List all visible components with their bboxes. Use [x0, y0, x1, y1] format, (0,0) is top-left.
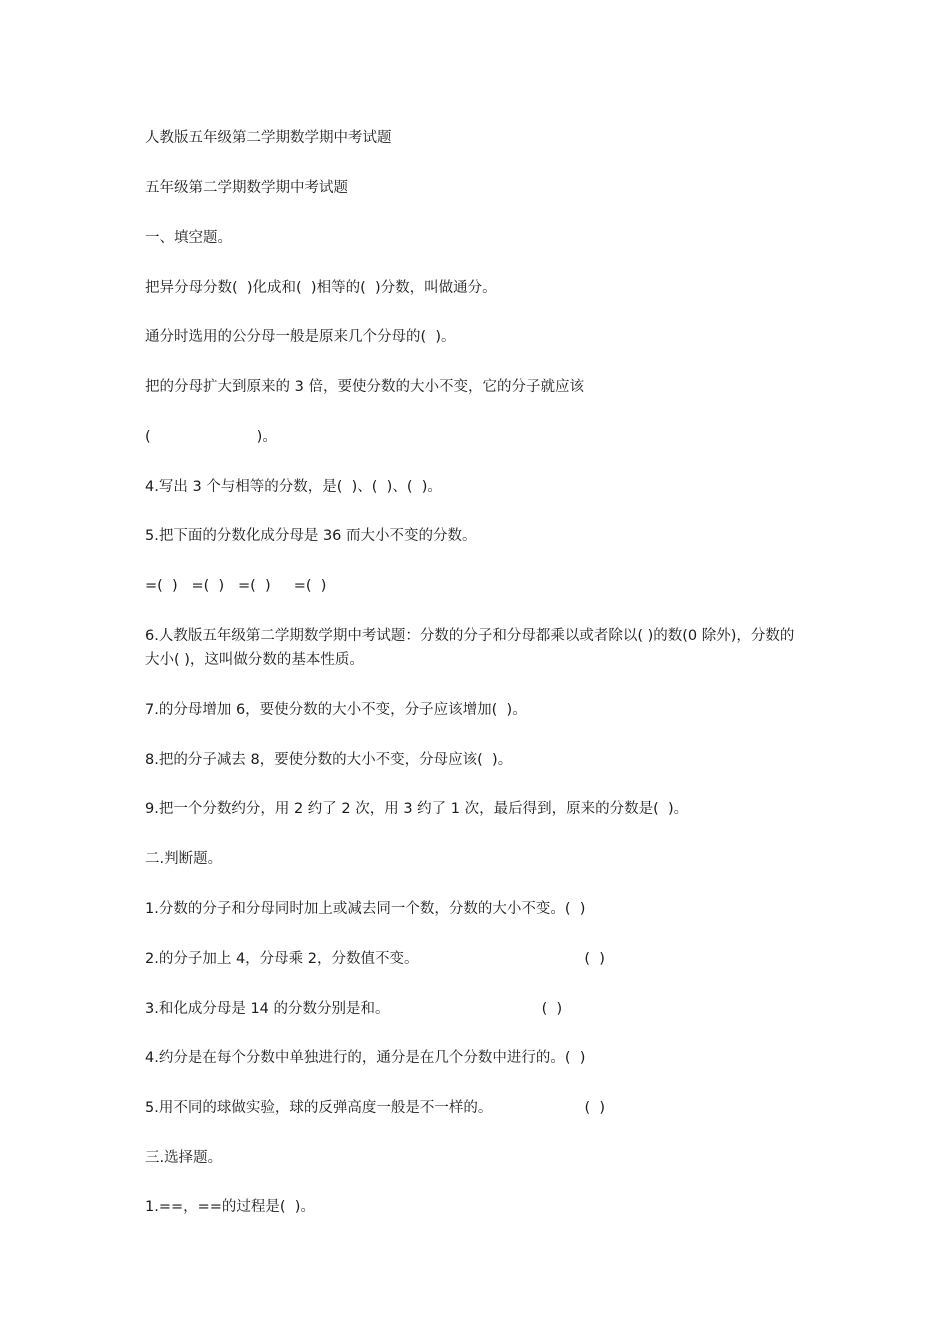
question-line: 5.用不同的球做实验，球的反弹高度一般是不一样的。 ( )	[145, 1100, 606, 1116]
doc-subtitle: 五年级第二学期数学期中考试题	[145, 180, 348, 196]
question-line: 4.约分是在每个分数中单独进行的，通分是在几个分数中进行的。( )	[145, 1050, 586, 1066]
question-line: 6.人教版五年级第二学期数学期中考试题：分数的分子和分母都乘以或者除以( )的数(0 除外)，分数的大小( )，这叫做分数的基本性质。	[145, 628, 795, 668]
question-line: 把异分母分数( )化成和( )相等的( )分数，叫做通分。	[145, 280, 497, 296]
question-line: 1.==，==的过程是( )。	[145, 1199, 315, 1215]
question-line: 2.的分子加上 4，分母乘 2，分数值不变。 ( )	[145, 951, 605, 967]
question-line: 把的分母扩大到原来的 3 倍，要使分数的大小不变，它的分子就应该	[145, 379, 584, 395]
question-line: 9.把一个分数约分，用 2 约了 2 次，用 3 约了 1 次，最后得到，原来的分数是( )。	[145, 801, 689, 817]
section-heading-multiple-choice: 三.选择题。	[145, 1150, 223, 1166]
section-heading-fill-blank: 一、填空题。	[145, 230, 232, 246]
doc-title: 人教版五年级第二学期数学期中考试题	[145, 130, 392, 146]
question-line: 7.的分母增加 6，要使分数的大小不变，分子应该增加( )。	[145, 702, 527, 718]
question-line: 8.把的分子减去 8，要使分数的大小不变，分母应该( )。	[145, 752, 513, 768]
section-heading-true-false: 二.判断题。	[145, 851, 223, 867]
fraction-blanks-line: =( ) =( ) =( ) =( )	[145, 578, 327, 594]
answer-blank-line: ( )。	[145, 429, 277, 445]
question-line: 1.分数的分子和分母同时加上或减去同一个数，分数的大小不变。( )	[145, 901, 586, 917]
question-line: 4.写出 3 个与相等的分数，是( )、( )、( )。	[145, 479, 442, 495]
question-line: 5.把下面的分数化成分母是 36 而大小不变的分数。	[145, 528, 477, 544]
question-line: 3.和化成分母是 14 的分数分别是和。 ( )	[145, 1001, 563, 1017]
question-line: 通分时选用的公分母一般是原来几个分母的( )。	[145, 329, 456, 345]
